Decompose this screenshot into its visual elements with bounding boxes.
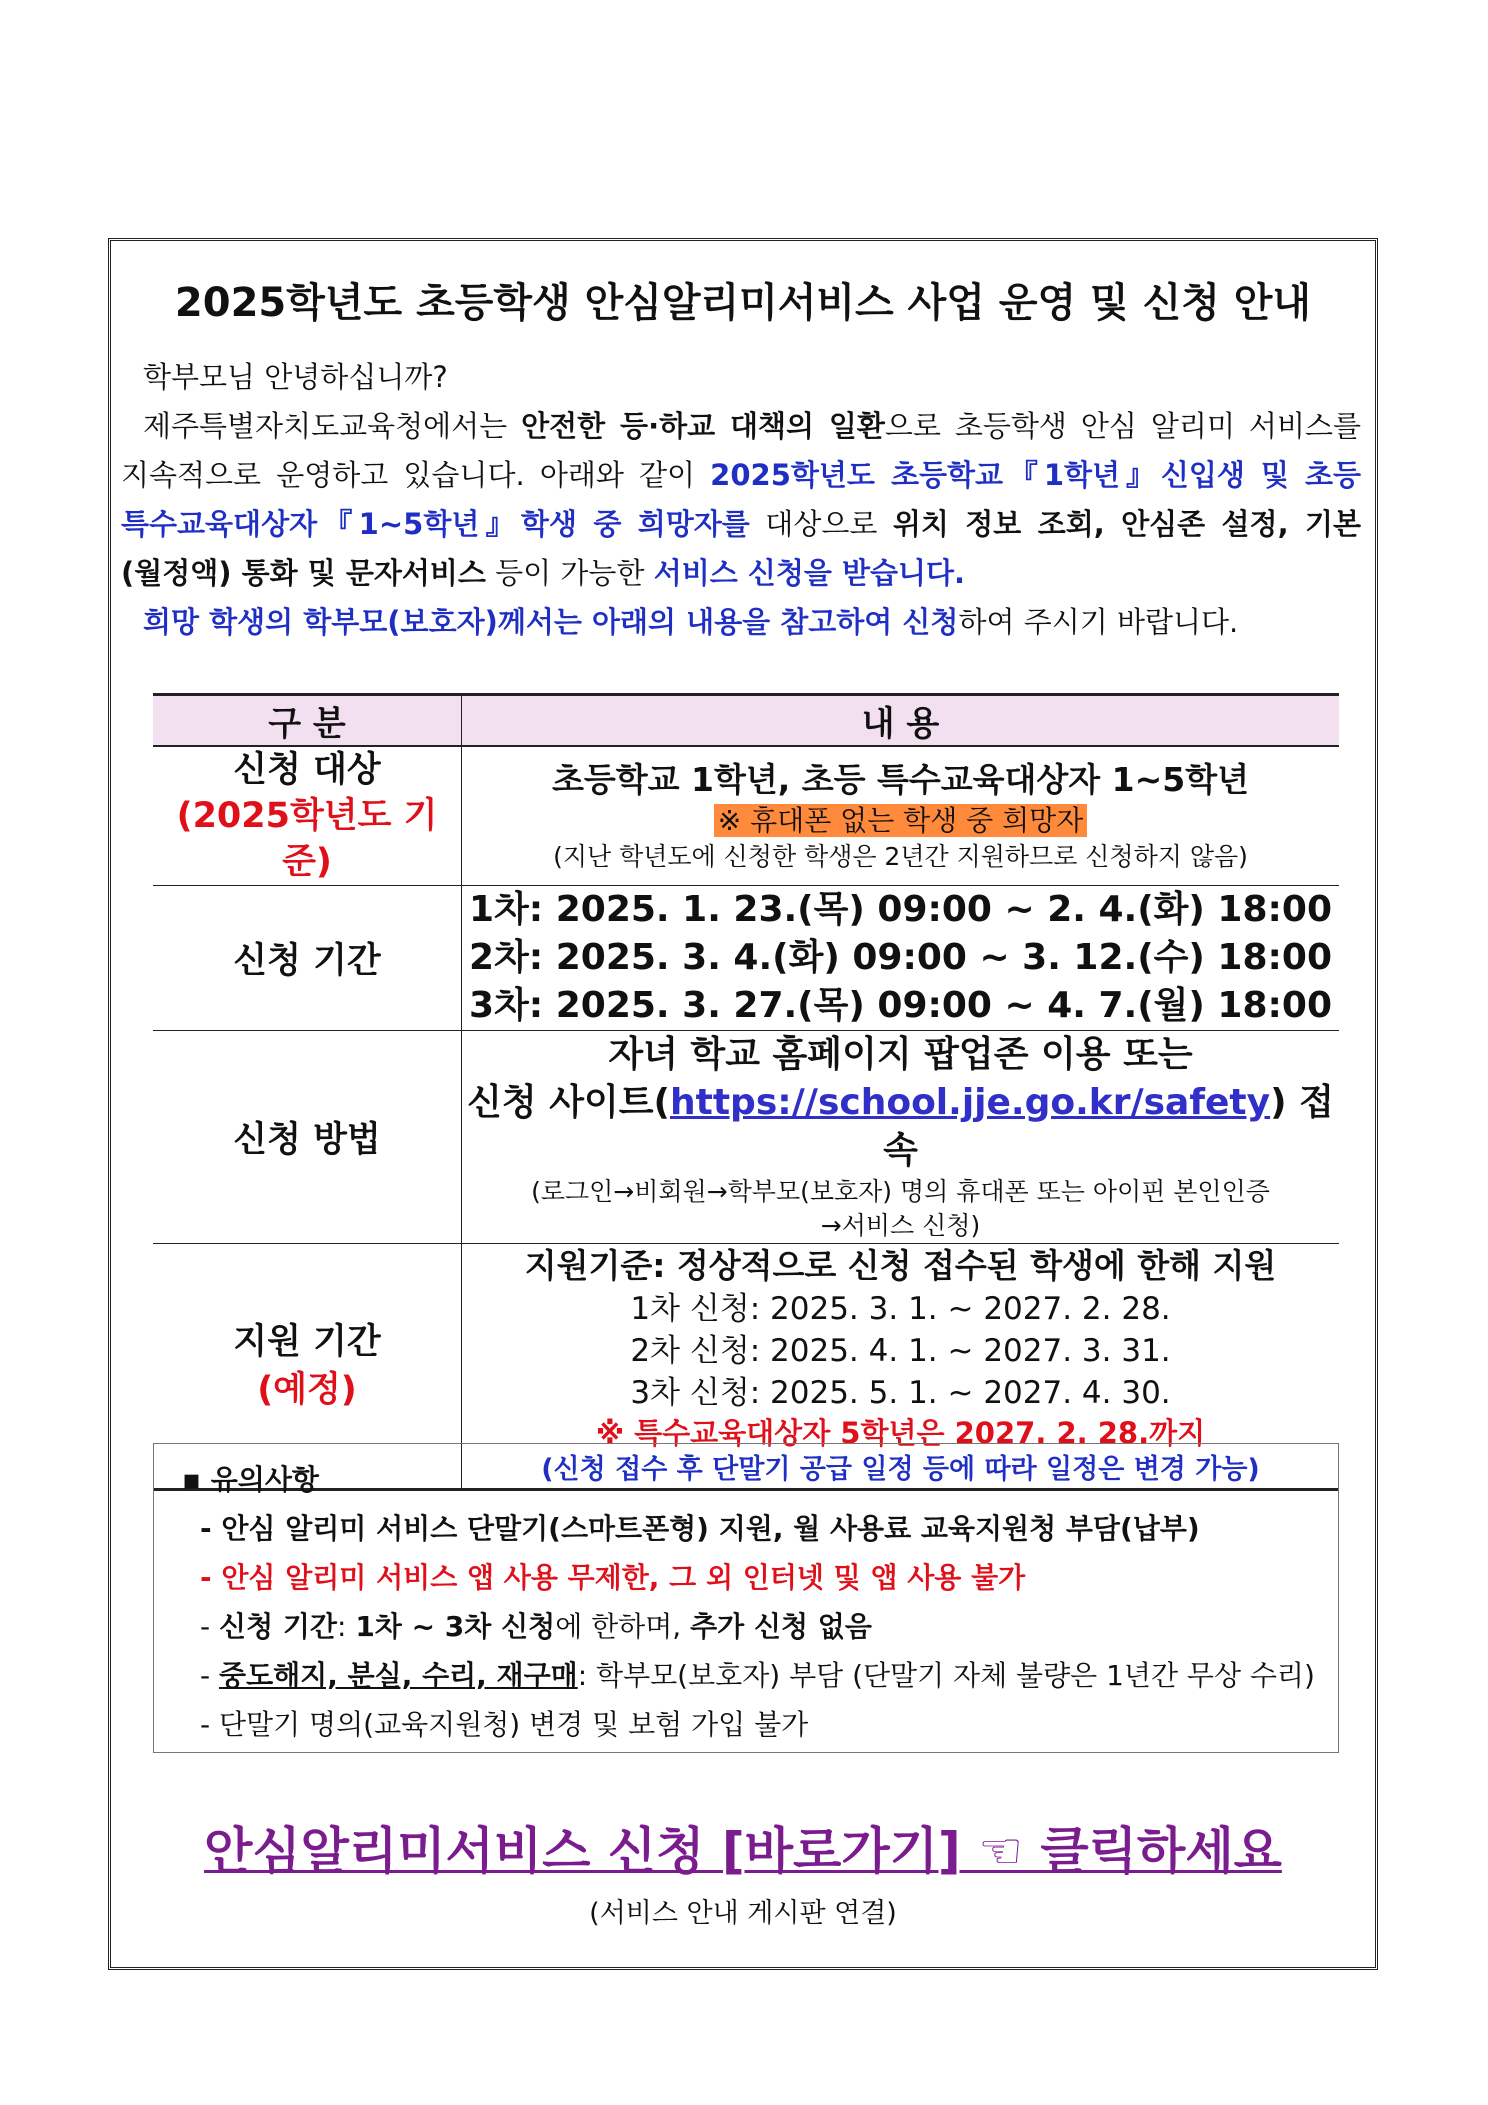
intro-text-4c: 서비스 신청을 받습니다. [653, 556, 966, 590]
target-note: (지난 학년도에 신청한 학생은 2년간 지원하므로 신청하지 않음) [553, 842, 1248, 871]
intro-text-4b: 등이 가능한 [485, 556, 654, 590]
info-table [153, 693, 1339, 1491]
caution-title: ▪ 유의사항 [182, 1463, 319, 1496]
caution-4-rest: : 학부모(보호자) 부담 (단말기 자체 불량은 1년간 무상 수리) [577, 1659, 1315, 1692]
row-value-target [462, 746, 1340, 886]
caution-item-1: - 안심 알리미 서비스 단말기(스마트폰형) 지원, 월 사용료 교육지원청 부담(납부) [200, 1512, 1200, 1545]
caution-4-label: 중도해지, 분실, 수리, 재구매 [219, 1659, 578, 1692]
intro-line-2 [121, 451, 1361, 500]
period-round-3: 3차: 2025. 3. 27.(목) 09:00 ~ 4. 7.(월) 18:00 [468, 985, 1333, 1026]
support-special: ※ 특수교육대상자 5학년은 2027. 2. 28.까지 [595, 1416, 1206, 1450]
target-key-label: 신청 대상 [233, 750, 381, 790]
intro-text-1b: 안전한 등·하교 대책의 일환 [521, 409, 885, 443]
intro-text-4a: (월정액) 통화 및 문자서비스 [121, 556, 486, 590]
caution-item-3 [200, 1602, 1315, 1651]
support-key-sub: (예정) [257, 1370, 357, 1410]
caution-item-5: - 단말기 명의(교육지원청) 변경 및 보험 가입 불가 [200, 1708, 809, 1741]
caution-item-4 [200, 1651, 1315, 1700]
caution-3-colon: : [336, 1610, 356, 1643]
support-round-2: 2차 신청: 2025. 4. 1. ~ 2027. 3. 31. [630, 1333, 1171, 1369]
method-url-link[interactable]: https://school.jje.go.kr/safety [670, 1082, 1271, 1123]
row-value-period [462, 886, 1340, 1031]
intro-text-3c: 위치 정보 조회, 안심존 설정, 기본 [892, 507, 1362, 541]
greeting: 학부모님 안녕하십니까? [143, 360, 448, 394]
intro-text-5a: 희망 학생의 학부모(보호자)께서는 아래의 내용을 참고하여 신청 [143, 605, 959, 639]
intro-line-5 [121, 598, 1361, 647]
method-note1: (로그인→비회원→학부모(보호자) 명의 휴대폰 또는 아이핀 본인인증 [531, 1177, 1270, 1206]
apply-link-line [111, 1811, 1375, 1883]
support-line1: 지원기준: 정상적으로 신청 접수된 학생에 한해 지원 [524, 1246, 1277, 1285]
support-change-note: (신청 접수 후 단말기 공급 일정 등에 따라 일정은 변경 가능) [541, 1454, 1260, 1485]
intro-line-3 [121, 500, 1361, 549]
intro-line-1 [121, 402, 1361, 451]
method-line2-prefix: 신청 사이트( [467, 1082, 670, 1123]
target-highlight-wrap [462, 802, 1339, 840]
row-key-method: 신청 방법 [153, 1031, 462, 1244]
notice-frame [108, 238, 1378, 1970]
caution-3-rounds: 1차 ~ 3차 신청 [355, 1610, 556, 1643]
method-line2-suffix: ) 접속 [883, 1082, 1334, 1171]
table-row-method [153, 1031, 1339, 1244]
period-round-2: 2차: 2025. 3. 4.(화) 09:00 ~ 3. 12.(수) 18:00 [468, 937, 1333, 978]
support-round-3: 3차 신청: 2025. 5. 1. ~ 2027. 4. 30. [630, 1375, 1171, 1411]
row-key-period: 신청 기간 [153, 886, 462, 1031]
caution-box [153, 1443, 1339, 1753]
table-header-value: 내 용 [462, 695, 1340, 747]
row-value-method [462, 1031, 1340, 1244]
caution-4-dash: - [200, 1659, 220, 1692]
target-highlight: ※ 휴대폰 없는 학생 중 희망자 [714, 804, 1088, 837]
intro-text [121, 353, 1361, 647]
caution-item-2: - 안심 알리미 서비스 앱 사용 무제한, 그 외 인터넷 및 앱 사용 불가 [200, 1561, 1026, 1594]
intro-text-3a: 특수교육대상자『1~5학년』학생 중 희망자를 [121, 507, 750, 541]
method-line2 [462, 1079, 1339, 1175]
method-note2: →서비스 신청) [820, 1211, 981, 1240]
intro-text-3b: 대상으로 [749, 507, 893, 541]
intro-line-4 [121, 549, 1361, 598]
target-line1: 초등학교 1학년, 초등 특수교육대상자 1~5학년 [552, 760, 1249, 799]
table-row-period [153, 886, 1339, 1031]
caution-3-mid: 에 한하며, [555, 1610, 691, 1643]
intro-text-1a: 제주특별자치도교육청에서는 [143, 409, 522, 443]
caution-3-label: 신청 기간 [219, 1610, 337, 1643]
target-key-sub: (2025학년도 기준) [176, 796, 438, 882]
caution-list [200, 1504, 1315, 1749]
support-key-label: 지원 기간 [233, 1322, 381, 1362]
intro-text-2a: 지속적으로 운영하고 있습니다. 아래와 같이 [121, 458, 711, 492]
intro-text-1c: 으로 초등학생 안심 알리미 서비스를 [884, 409, 1361, 443]
row-key-target [153, 746, 462, 886]
period-round-1: 1차: 2025. 1. 23.(목) 09:00 ~ 2. 4.(화) 18:00 [468, 889, 1333, 930]
caution-3-end: 추가 신청 없음 [690, 1610, 872, 1643]
caution-3-dash: - [200, 1610, 220, 1643]
support-round-1: 1차 신청: 2025. 3. 1. ~ 2027. 2. 28. [630, 1291, 1171, 1327]
table-row-target [153, 746, 1339, 886]
apply-shortcut-link[interactable]: 안심알리미서비스 신청 [바로가기] ☜ 클릭하세요 [204, 1822, 1282, 1880]
intro-text-5b: 하여 주시기 바랍니다. [958, 605, 1239, 639]
intro-text-2b: 2025학년도 초등학교『1학년』신입생 및 초등 [710, 458, 1362, 492]
method-line1: 자녀 학교 홈페이지 팝업존 이용 또는 [608, 1034, 1193, 1075]
table-header-row [153, 695, 1339, 747]
page-title: 2025학년도 초등학생 안심알리미서비스 사업 운영 및 신청 안내 [174, 280, 1312, 326]
table-header-key: 구 분 [153, 695, 462, 747]
apply-link-subtitle: (서비스 안내 게시판 연결) [589, 1898, 897, 1929]
